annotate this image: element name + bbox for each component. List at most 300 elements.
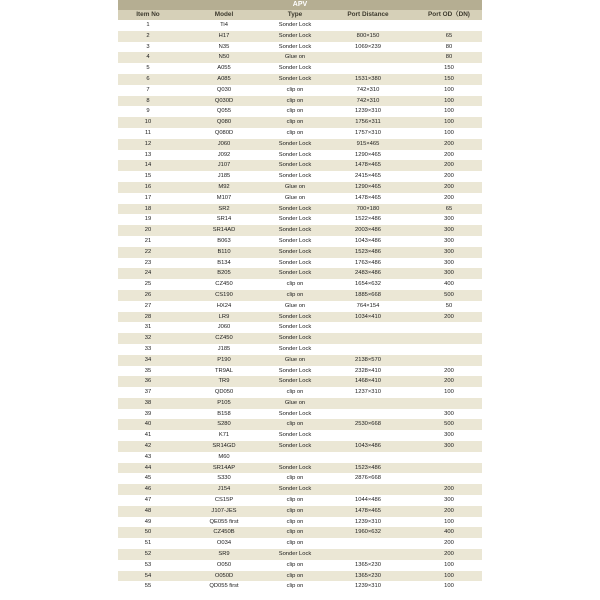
cell-port-od — [416, 322, 482, 333]
cell-model: B063 — [217, 237, 231, 244]
cell-item-no: 35 — [144, 367, 152, 374]
table-row — [118, 560, 482, 571]
cell-port-od: 300 — [444, 410, 454, 417]
table-row — [118, 581, 482, 592]
cell-model: O050D — [214, 572, 234, 579]
table-row — [118, 527, 482, 538]
cell-item-no: 36 — [144, 378, 152, 385]
cell-model: M60 — [218, 453, 230, 460]
table-body — [118, 20, 482, 592]
table-row — [118, 538, 482, 549]
table-row — [118, 279, 482, 290]
cell-model: LR9 — [218, 313, 230, 320]
table-row — [118, 74, 482, 85]
cell-model: A055 — [217, 65, 231, 72]
cell-type: Sonder Lock — [278, 551, 312, 558]
cell-model: K71 — [218, 432, 230, 439]
cell-model: Q030D — [214, 97, 234, 104]
cell-item-no: 38 — [144, 399, 152, 406]
header-model: Model — [214, 11, 234, 18]
cell-model: QD055 first — [209, 583, 239, 590]
table-row — [118, 441, 482, 452]
cell-port-od: 100 — [444, 97, 454, 104]
cell-type: clip on — [286, 475, 304, 482]
cell-port-od — [416, 355, 482, 366]
table-row — [118, 549, 482, 560]
table-row — [118, 204, 482, 215]
cell-port-distance: 1069×239 — [355, 43, 381, 50]
cell-port-distance: 700×180 — [356, 205, 380, 212]
cell-item-no: 26 — [144, 291, 152, 298]
cell-type: clip on — [286, 86, 304, 93]
cell-port-od: 200 — [444, 367, 454, 374]
cell-model: B110 — [217, 248, 231, 255]
cell-model: J185 — [217, 345, 231, 352]
cell-item-no: 47 — [144, 497, 152, 504]
cell-port-od: 300 — [444, 248, 454, 255]
table-row — [118, 452, 482, 463]
cell-type: Sonder Lock — [278, 151, 312, 158]
cell-item-no: 55 — [144, 583, 152, 590]
cell-port-distance — [320, 322, 416, 333]
table-title: APV — [118, 0, 482, 10]
cell-port-od: 500 — [444, 291, 454, 298]
cell-port-distance: 1043×486 — [355, 237, 381, 244]
cell-port-od: 100 — [444, 572, 454, 579]
cell-port-od: 100 — [444, 108, 454, 115]
table-row — [118, 473, 482, 484]
cell-model: J092 — [217, 151, 231, 158]
table-row — [118, 117, 482, 128]
cell-item-no: 25 — [144, 281, 152, 288]
table-row — [118, 171, 482, 182]
cell-port-distance: 1960×632 — [355, 529, 381, 536]
cell-port-distance — [320, 409, 416, 420]
cell-port-od: 200 — [444, 140, 454, 147]
cell-port-od: 400 — [444, 529, 454, 536]
table-row — [118, 160, 482, 171]
cell-port-od: 65 — [445, 32, 453, 39]
cell-model: M92 — [218, 183, 230, 190]
table-row — [118, 214, 482, 225]
cell-port-distance — [320, 398, 416, 409]
cell-model: HX24 — [216, 302, 232, 309]
table-header — [118, 10, 482, 20]
cell-item-no: 19 — [144, 216, 152, 223]
cell-model: J154 — [217, 486, 231, 493]
cell-port-distance: 1763×486 — [355, 259, 381, 266]
cell-port-distance: 1290×465 — [355, 151, 381, 158]
cell-type: clip on — [286, 540, 304, 547]
cell-port-od: 200 — [444, 486, 454, 493]
cell-type: Glue on — [284, 194, 306, 201]
cell-model: J060 — [217, 140, 231, 147]
cell-type: Sonder Lock — [278, 65, 312, 72]
table-row — [118, 517, 482, 528]
table-row — [118, 225, 482, 236]
cell-port-distance: 1478×465 — [355, 162, 381, 169]
cell-item-no: 22 — [144, 248, 152, 255]
cell-port-distance — [320, 549, 416, 560]
cell-item-no: 10 — [144, 119, 152, 126]
table-row — [118, 355, 482, 366]
cell-item-no: 13 — [144, 151, 152, 158]
cell-item-no: 6 — [146, 75, 150, 82]
cell-model: TR9AL — [214, 367, 234, 374]
cell-type: Sonder Lock — [278, 313, 312, 320]
cell-port-od: 50 — [445, 302, 453, 309]
cell-model: SR14AD — [212, 227, 236, 234]
cell-port-distance: 1478×465 — [355, 507, 381, 514]
cell-port-od: 100 — [444, 583, 454, 590]
cell-port-distance: 1522×486 — [355, 216, 381, 223]
cell-port-distance: 1365×230 — [355, 572, 381, 579]
cell-item-no: 39 — [144, 410, 152, 417]
table-row — [118, 42, 482, 53]
cell-type: Sonder Lock — [278, 464, 312, 471]
cell-port-od: 300 — [444, 259, 454, 266]
cell-item-no: 4 — [146, 54, 150, 61]
cell-item-no: 18 — [144, 205, 152, 212]
cell-port-od: 200 — [444, 507, 454, 514]
cell-type — [270, 452, 320, 463]
cell-port-od: 300 — [444, 237, 454, 244]
cell-model: Q080 — [216, 119, 232, 126]
cell-type: clip on — [286, 97, 304, 104]
cell-port-od: 300 — [444, 497, 454, 504]
cell-port-distance: 1523×486 — [355, 248, 381, 255]
cell-port-od: 65 — [445, 205, 453, 212]
cell-port-distance: 2530×668 — [355, 421, 381, 428]
cell-port-od: 300 — [444, 443, 454, 450]
cell-item-no: 2 — [146, 32, 150, 39]
cell-port-distance: 1523×486 — [355, 464, 381, 471]
cell-port-distance — [320, 452, 416, 463]
cell-type: clip on — [286, 119, 304, 126]
cell-type: Sonder Lock — [278, 75, 312, 82]
cell-item-no: 31 — [144, 324, 152, 331]
cell-port-distance: 764×154 — [356, 302, 380, 309]
cell-item-no: 9 — [146, 108, 150, 115]
cell-port-distance: 1756×311 — [355, 119, 381, 126]
cell-port-od: 80 — [445, 54, 453, 61]
table-row — [118, 106, 482, 117]
cell-type: Sonder Lock — [278, 227, 312, 234]
cell-type: Sonder Lock — [278, 486, 312, 493]
cell-item-no: 15 — [144, 173, 152, 180]
table-row — [118, 150, 482, 161]
cell-port-distance: 742×310 — [356, 97, 380, 104]
cell-model: Q055 — [216, 108, 232, 115]
cell-model: SR14GD — [212, 443, 236, 450]
cell-port-od: 200 — [444, 551, 454, 558]
cell-type: Sonder Lock — [278, 205, 312, 212]
cell-port-distance: 1034×410 — [355, 313, 381, 320]
cell-port-od: 200 — [444, 173, 454, 180]
cell-model: H17 — [218, 32, 230, 39]
cell-item-no: 5 — [146, 65, 150, 72]
cell-model: QD050 — [214, 389, 234, 396]
cell-item-no: 44 — [144, 464, 152, 471]
cell-item-no: 52 — [144, 551, 152, 558]
table-row — [118, 31, 482, 42]
cell-type: Glue on — [284, 302, 306, 309]
cell-item-no: 53 — [144, 561, 152, 568]
cell-model: SR14 — [216, 216, 232, 223]
cell-item-no: 17 — [144, 194, 152, 201]
cell-port-distance: 915×465 — [356, 140, 380, 147]
cell-model: J107 — [217, 162, 231, 169]
cell-port-od: 200 — [444, 183, 454, 190]
cell-model: CS15P — [214, 497, 234, 504]
cell-port-distance: 1478×465 — [355, 194, 381, 201]
cell-item-no: 32 — [144, 335, 152, 342]
table-row — [118, 247, 482, 258]
cell-port-distance: 1468×410 — [355, 378, 381, 385]
cell-type: Sonder Lock — [278, 432, 312, 439]
cell-item-no: 42 — [144, 443, 152, 450]
cell-port-distance: 1237×310 — [355, 389, 381, 396]
cell-model: CZ450 — [215, 281, 233, 288]
cell-type: Glue on — [284, 54, 306, 61]
cell-type: clip on — [286, 389, 304, 396]
cell-type: Sonder Lock — [278, 32, 312, 39]
cell-port-distance — [320, 52, 416, 63]
cell-port-distance: 1654×632 — [355, 281, 381, 288]
cell-model: CZ450B — [213, 529, 235, 536]
cell-type: Sonder Lock — [278, 162, 312, 169]
cell-item-no: 11 — [144, 129, 152, 136]
cell-type: clip on — [286, 561, 304, 568]
cell-type: clip on — [286, 529, 304, 536]
cell-item-no: 27 — [144, 302, 152, 309]
cell-item-no: 50 — [144, 529, 152, 536]
cell-model: J185 — [217, 173, 231, 180]
apv-spec-table — [118, 0, 482, 592]
cell-type: clip on — [286, 281, 304, 288]
cell-type: clip on — [286, 583, 304, 590]
cell-port-od: 150 — [444, 65, 454, 72]
table-row — [118, 236, 482, 247]
cell-type: Sonder Lock — [278, 335, 312, 342]
cell-port-od: 300 — [444, 270, 454, 277]
cell-port-od — [416, 473, 482, 484]
cell-port-od: 300 — [444, 227, 454, 234]
cell-port-distance: 2138×570 — [355, 356, 381, 363]
cell-port-distance — [320, 430, 416, 441]
table-row — [118, 193, 482, 204]
table-row — [118, 312, 482, 323]
cell-port-distance: 1044×486 — [355, 497, 381, 504]
cell-type: clip on — [286, 421, 304, 428]
header-port-od: Port OD（DN) — [428, 11, 470, 18]
cell-port-distance: 800×150 — [356, 32, 380, 39]
table-row — [118, 366, 482, 377]
cell-port-distance — [320, 344, 416, 355]
cell-model: O034 — [216, 540, 232, 547]
cell-port-distance: 1531×380 — [355, 75, 381, 82]
cell-type: clip on — [286, 108, 304, 115]
table-row — [118, 387, 482, 398]
cell-type: clip on — [286, 572, 304, 579]
cell-port-distance: 2328×410 — [355, 367, 381, 374]
cell-type: clip on — [286, 507, 304, 514]
header-port-distance: Port Distance — [347, 11, 389, 18]
cell-port-distance — [320, 63, 416, 74]
table-row — [118, 484, 482, 495]
cell-type: Sonder Lock — [278, 22, 312, 28]
table-row — [118, 333, 482, 344]
cell-port-od: 300 — [444, 432, 454, 439]
cell-type: Sonder Lock — [278, 345, 312, 352]
cell-port-od: 100 — [444, 561, 454, 568]
cell-type: clip on — [286, 518, 304, 525]
cell-type: clip on — [286, 291, 304, 298]
cell-model: B134 — [217, 259, 231, 266]
cell-port-od: 80 — [445, 43, 453, 50]
table-row — [118, 463, 482, 474]
cell-model: QE055 first — [209, 518, 239, 525]
cell-item-no: 1 — [146, 22, 150, 28]
cell-type: Sonder Lock — [278, 270, 312, 277]
table-row — [118, 52, 482, 63]
table-row — [118, 398, 482, 409]
cell-type: Glue on — [284, 399, 306, 406]
cell-port-od: 200 — [444, 151, 454, 158]
cell-model: TR9 — [218, 378, 230, 385]
cell-port-od: 200 — [444, 540, 454, 547]
cell-port-od — [416, 344, 482, 355]
cell-item-no: 16 — [144, 183, 152, 190]
cell-item-no: 34 — [144, 356, 152, 363]
cell-item-no: 37 — [144, 389, 152, 396]
table-row — [118, 430, 482, 441]
table-row — [118, 376, 482, 387]
cell-port-od: 200 — [444, 378, 454, 385]
cell-type: Sonder Lock — [278, 410, 312, 417]
cell-model: B158 — [217, 410, 231, 417]
cell-port-distance: 742×310 — [356, 86, 380, 93]
table-row — [118, 571, 482, 582]
cell-model: N50 — [218, 54, 230, 61]
cell-port-od — [416, 333, 482, 344]
cell-item-no: 14 — [144, 162, 152, 169]
cell-item-no: 43 — [144, 453, 152, 460]
cell-type: clip on — [286, 497, 304, 504]
cell-item-no: 48 — [144, 507, 152, 514]
table-row — [118, 419, 482, 430]
cell-model: O050 — [216, 561, 232, 568]
cell-model: Q080D — [214, 129, 234, 136]
cell-type: Glue on — [284, 183, 306, 190]
cell-item-no: 21 — [144, 237, 152, 244]
table-row — [118, 63, 482, 74]
cell-port-od: 100 — [444, 389, 454, 396]
cell-model: S280 — [217, 421, 231, 428]
cell-item-no: 3 — [146, 43, 150, 50]
cell-type: Sonder Lock — [278, 237, 312, 244]
cell-type: Glue on — [284, 356, 306, 363]
table-row — [118, 85, 482, 96]
cell-port-od: 100 — [444, 518, 454, 525]
cell-port-distance: 1365×230 — [355, 561, 381, 568]
cell-type: Sonder Lock — [278, 324, 312, 331]
cell-model: S330 — [217, 475, 231, 482]
cell-port-distance: 1239×310 — [355, 583, 381, 590]
cell-item-no: 24 — [144, 270, 152, 277]
cell-item-no: 40 — [144, 421, 152, 428]
cell-item-no: 45 — [144, 475, 152, 482]
cell-port-od — [416, 398, 482, 409]
cell-item-no: 20 — [144, 227, 152, 234]
table-row — [118, 322, 482, 333]
cell-item-no: 23 — [144, 259, 152, 266]
cell-port-distance: 1757×310 — [355, 129, 381, 136]
cell-port-od: 200 — [444, 313, 454, 320]
table-row — [118, 506, 482, 517]
cell-model: B205 — [217, 270, 231, 277]
cell-type: clip on — [286, 129, 304, 136]
header-item-no: Item No — [136, 11, 160, 18]
cell-model: CS190 — [215, 291, 233, 298]
cell-port-distance — [320, 484, 416, 495]
cell-item-no: 28 — [144, 313, 152, 320]
cell-port-distance: 2876×668 — [355, 475, 381, 482]
header-type: Type — [287, 11, 303, 18]
cell-port-distance: 1239×310 — [355, 518, 381, 525]
cell-model: P105 — [217, 399, 231, 406]
cell-type: Sonder Lock — [278, 378, 312, 385]
cell-port-distance — [320, 333, 416, 344]
cell-port-distance — [320, 20, 416, 31]
cell-model: N35 — [218, 43, 230, 50]
cell-model: Q030 — [216, 86, 232, 93]
cell-model: J107-JES — [211, 507, 237, 514]
cell-port-od — [416, 463, 482, 474]
cell-port-od: 200 — [444, 162, 454, 169]
cell-model: SR14AP — [212, 464, 236, 471]
cell-port-distance: 2415×465 — [355, 173, 381, 180]
table-row — [118, 20, 482, 31]
cell-model: Ti4 — [220, 22, 228, 28]
table-row — [118, 344, 482, 355]
cell-model: J060 — [217, 324, 231, 331]
cell-port-od — [416, 452, 482, 463]
cell-port-distance: 2003×486 — [355, 227, 381, 234]
cell-item-no: 41 — [144, 432, 152, 439]
table-row — [118, 182, 482, 193]
cell-port-distance — [320, 538, 416, 549]
cell-model: CZ450 — [215, 335, 233, 342]
cell-port-distance: 1885×668 — [355, 291, 381, 298]
cell-model: P190 — [217, 356, 231, 363]
cell-port-od: 150 — [444, 75, 454, 82]
table-row — [118, 258, 482, 269]
cell-model: A085 — [217, 75, 231, 82]
cell-item-no: 51 — [144, 540, 152, 547]
cell-item-no: 12 — [144, 140, 152, 147]
cell-port-od: 100 — [444, 119, 454, 126]
cell-port-od: 100 — [444, 129, 454, 136]
cell-type: Sonder Lock — [278, 43, 312, 50]
cell-port-od: 500 — [444, 421, 454, 428]
table-row — [118, 268, 482, 279]
table-row — [118, 128, 482, 139]
table-row — [118, 96, 482, 107]
cell-type: Sonder Lock — [278, 173, 312, 180]
cell-item-no: 49 — [144, 518, 152, 525]
cell-item-no: 8 — [146, 97, 150, 104]
